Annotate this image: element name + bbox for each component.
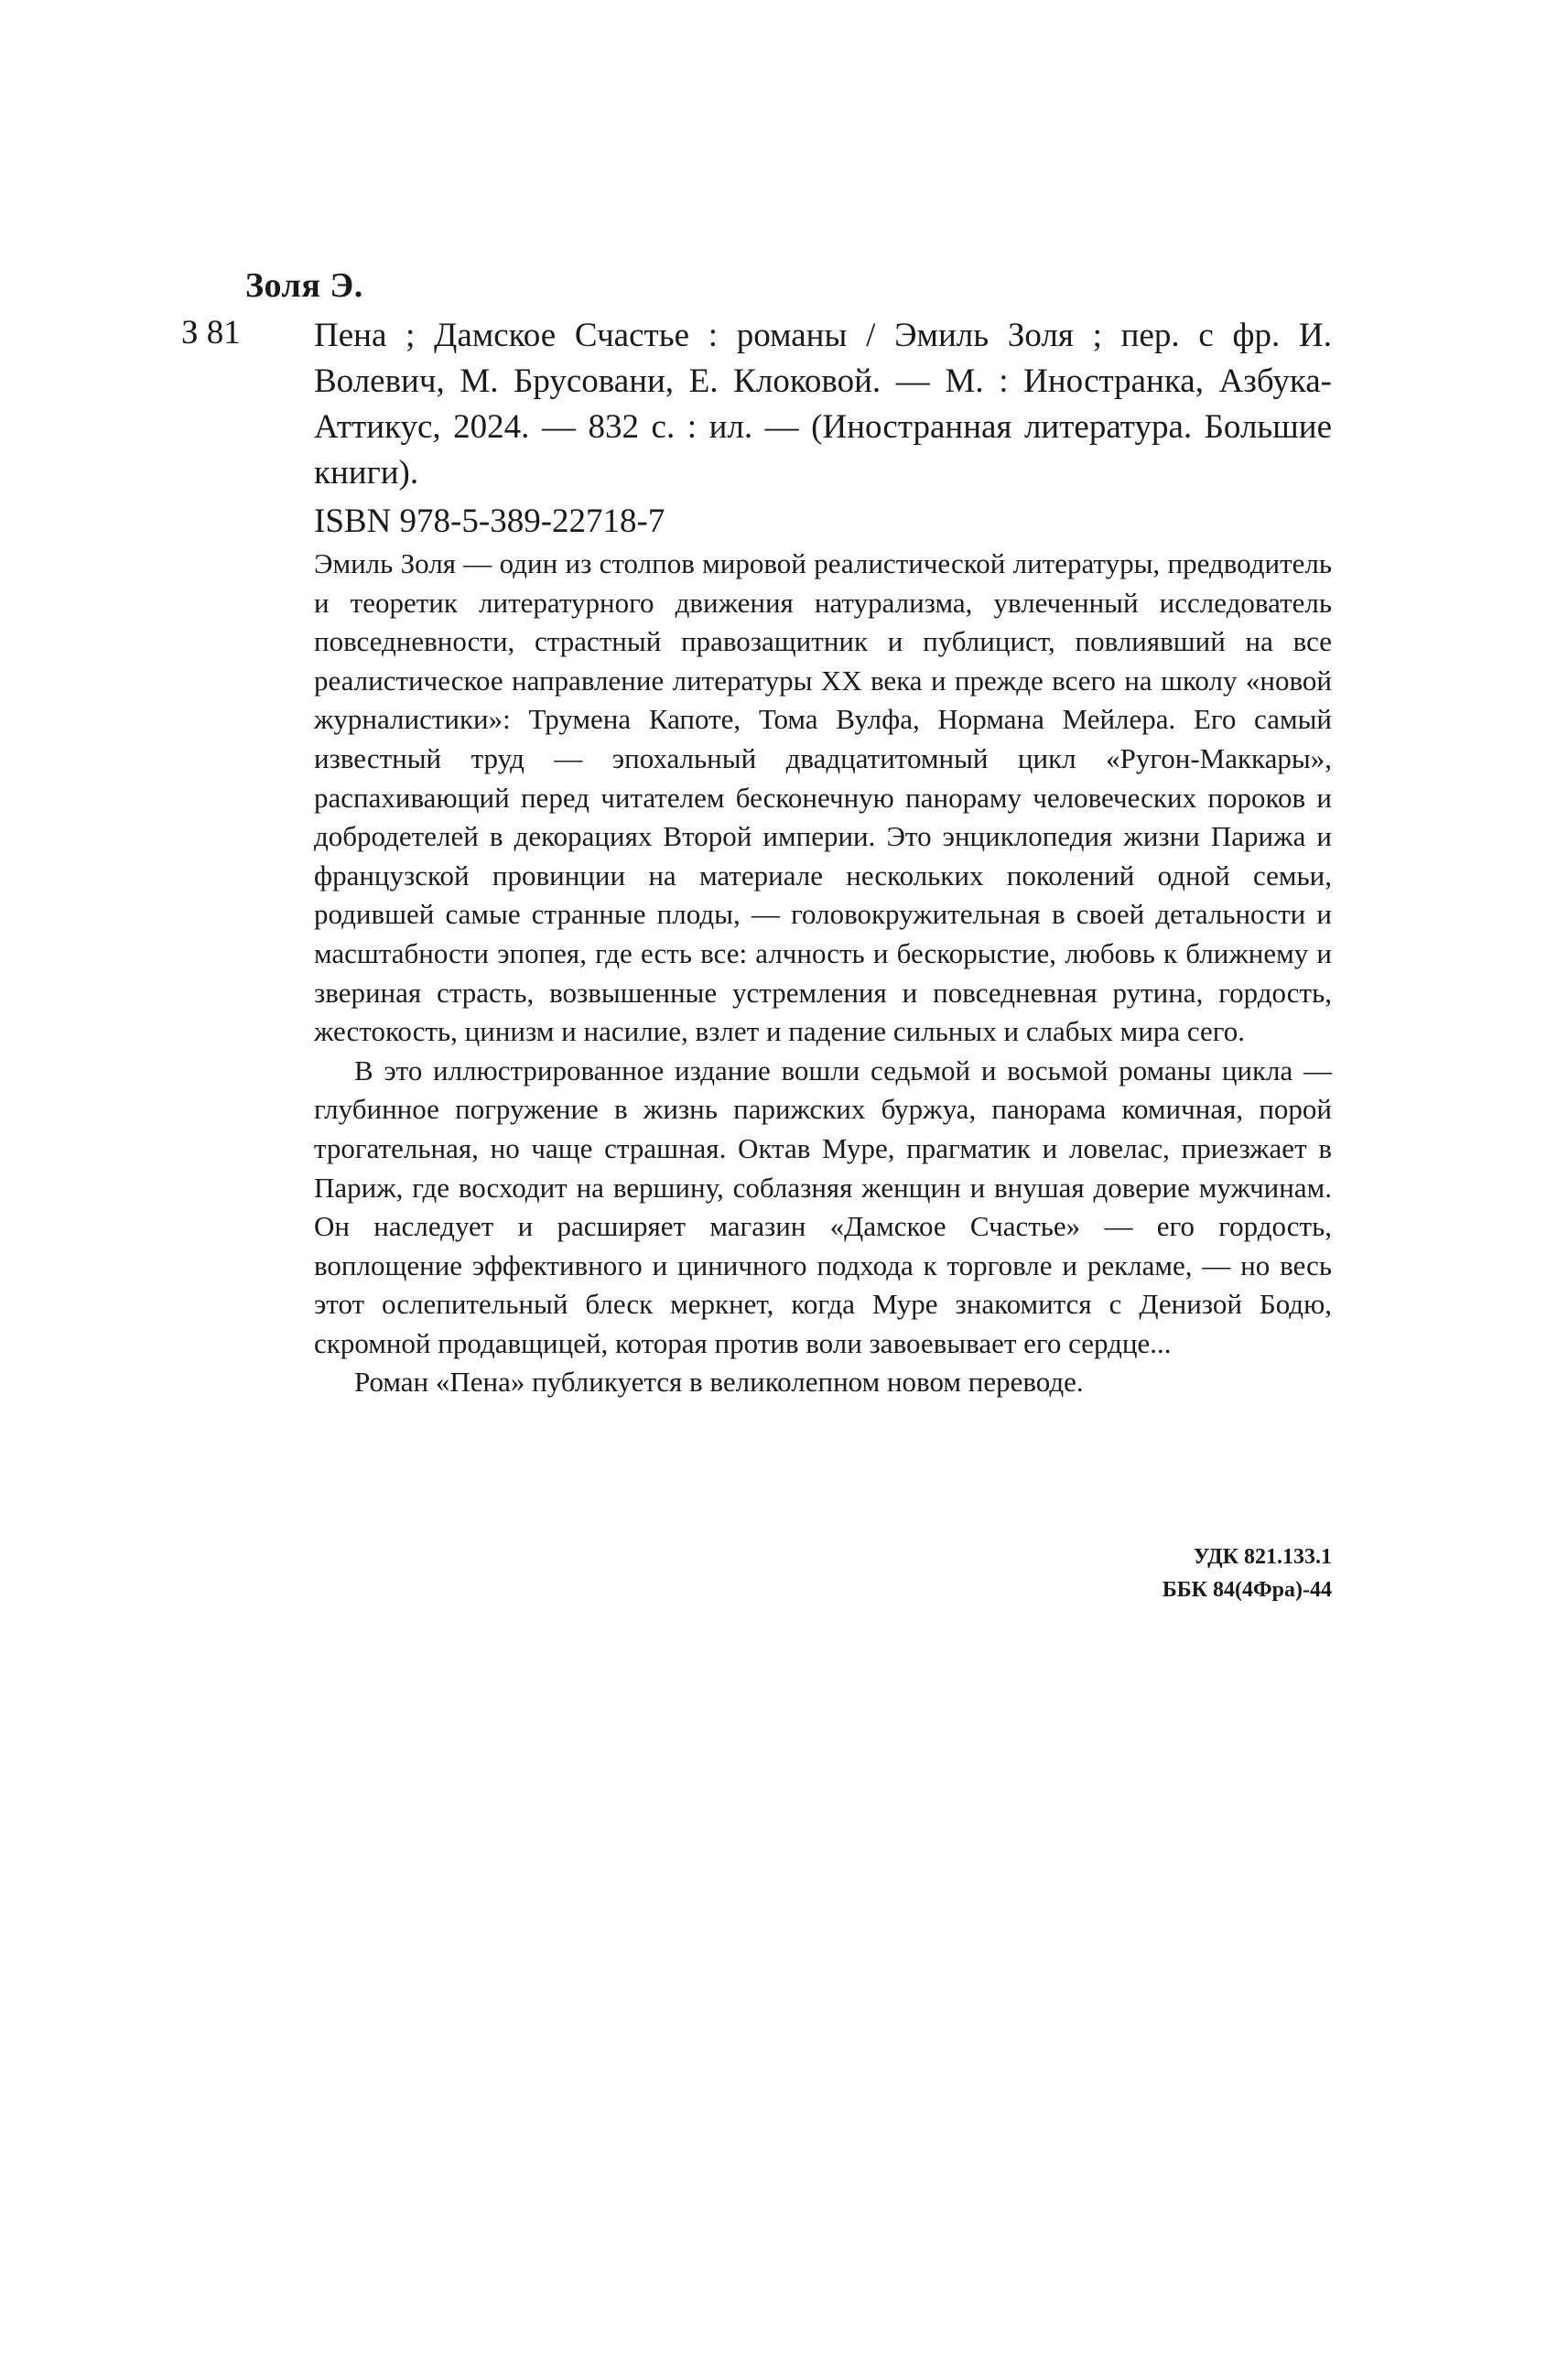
udk-code: УДК 821.133.1 [1193,1545,1332,1569]
classification-codes [1062,1540,1332,1606]
isbn: ISBN 978-5-389-22718-7 [314,503,665,540]
call-number: З 81 [181,314,241,351]
annotation-paragraph-3: Роман «Пена» публикуется в великолепном новом переводе. [354,1366,1084,1399]
annotation-paragraph-1: Эмиль Золя — один из столпов мировой реалистической литературы, предводитель и теоретик литературного движения натурализма, увлеченный исследователь повседневности, страстный правозащитник и публицист, повлиявший на все реалистическое направление литературы XX века и прежде всего на школу «новой журналистики»: Трумена Капоте, Тома Вулфа, Нормана Мейлера. Его самый известный труд — эпохальный двадцатитомный цикл «Ругон-Маккары», распахивающий перед читателем бесконечную панораму человеческих пороков и добродетелей в декорациях Второй империи. Это энциклопедия жизни Парижа и французской провинции на материале нескольких поколений одной семьи, родившей самые странные плоды, — головокружительная в своей детальности и масштабности эпопея, где есть все: алчность и бескорыстие, любовь к ближнему и звериная страсть, возвышенные устремления и повседневная рутина, гордость, жестокость, цинизм и насилие, взлет и падение сильных и слабых мира сего. [314,547,1332,1048]
annotation-paragraph-2: В это иллюстрированное издание вошли седьмой и восьмой романы цикла — глубинное погружение в жизнь парижских буржуа, панорама комичная, порой трогательная, но чаще страшная. Октав Муре, прагматик и ловелас, приезжает в Париж, где восходит на вершину, соблазняя женщин и внушая доверие мужчинам. Он наследует и расширяет магазин «Дамское Счастье» — его гордость, воплощение эффективного и циничного подхода к торговле и рекламе, — но весь этот ослепительный блеск меркнет, когда Муре знакомится с Денизой Бодю, скромной продавщицей, которая против воли завоевывает его сердце... [314,1054,1332,1359]
bbk-code: ББК 84(4Фра)-44 [1162,1578,1332,1602]
annotation [314,545,1332,1402]
author-heading: Золя Э. [245,266,363,305]
bibliographic-description: Пена ; Дамское Счастье : романы / Эмиль Золя ; пер. с фр. И. Волевич, М. Брусовани, Е. Клоковой. — М. : Иностранка, Азбука-Аттикус, 2024. — 832 с. : ил. — (Иностранная литература. Большие книги). [314,317,1332,492]
